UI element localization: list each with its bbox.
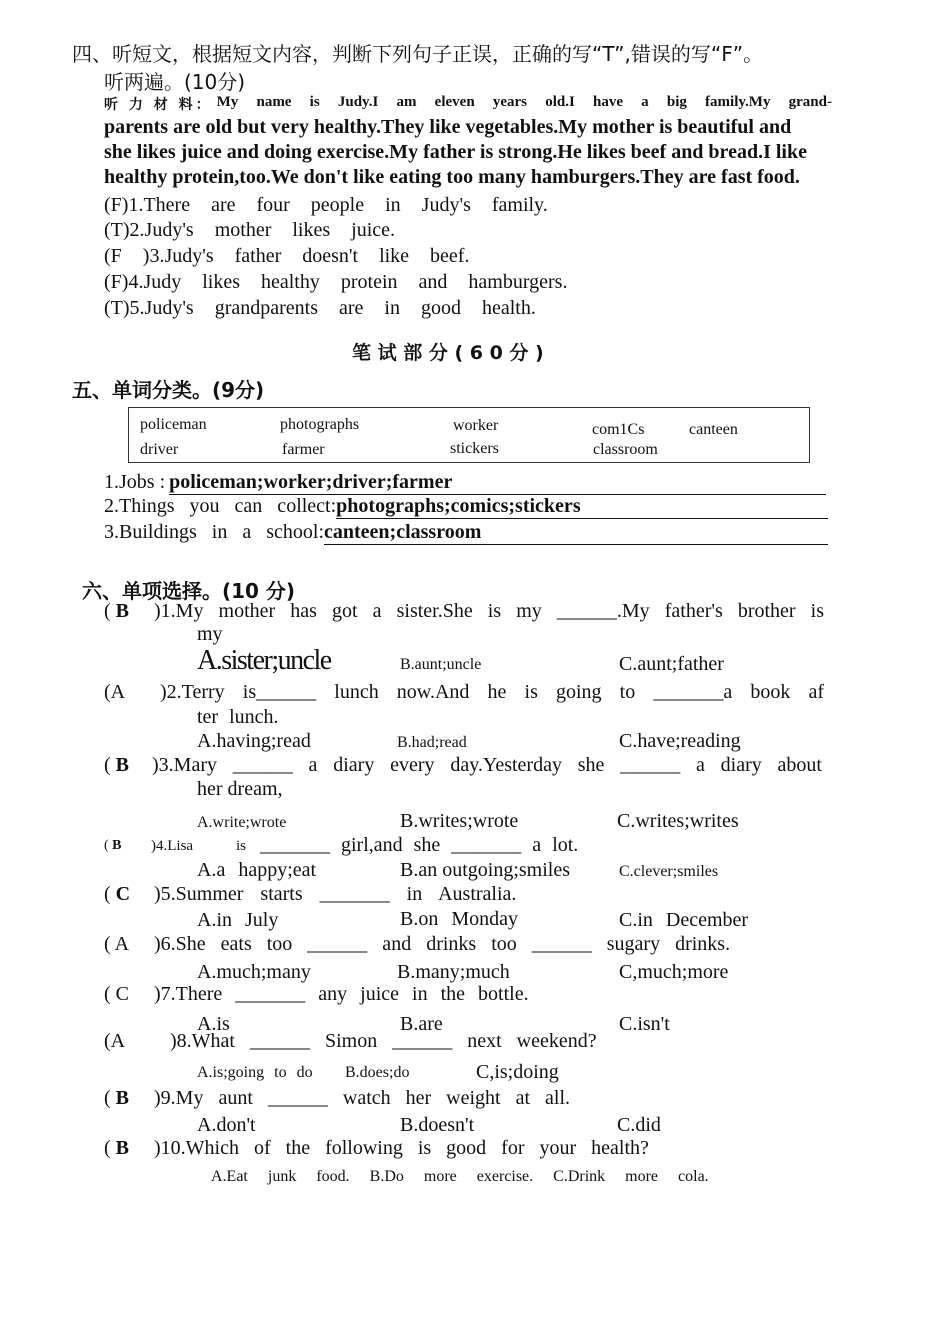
word-comics: com1Cs (592, 421, 645, 438)
q2-answer: A (110, 681, 126, 703)
category-jobs (104, 471, 826, 495)
q4-answer: B (112, 838, 122, 853)
q8-option-b: B.does;do (345, 1064, 410, 1081)
statement-3: (F )3.Judy's father doesn't like beef. (104, 245, 470, 267)
word-canteen: canteen (689, 421, 738, 438)
q1-answer: B (115, 600, 130, 622)
category-buildings-label: 3.Buildings in a school: (104, 521, 324, 543)
question-9-prefix: ( B (104, 1087, 130, 1109)
question-10-prefix: ( B (104, 1137, 130, 1159)
q1-option-b: B.aunt;uncle (400, 656, 482, 673)
question-8-prefix: (A (104, 1030, 126, 1052)
section6-title: 六、单项选择。(10 分) (82, 579, 296, 603)
q4-is: is (236, 838, 247, 854)
q7-option-b: B.are (400, 1013, 443, 1035)
q7-option-c: C.isn't (619, 1013, 670, 1035)
q8-option-a: A.is;going to do (197, 1064, 313, 1081)
q5-answer: C (115, 883, 131, 905)
category-buildings-answer: canteen;classroom (324, 521, 482, 543)
q8-answer: A (110, 1030, 126, 1052)
word-worker: worker (453, 417, 499, 434)
q5-option-c: C.in December (619, 909, 749, 931)
passage-line-1 (104, 94, 832, 114)
question-6-prefix: ( A (104, 933, 130, 955)
q3-stem: )3.Mary ______ a diary every day.Yesterday she ______ a diary about (152, 754, 822, 776)
q6-option-b: B.many;much (397, 961, 510, 983)
category-collect (104, 495, 828, 519)
q4-number: )4.Lisa (151, 838, 194, 854)
q9-answer: B (115, 1087, 130, 1109)
section4-title-line2: 听两遍。(10分) (104, 70, 246, 94)
q2-option-c: C.have;reading (619, 730, 741, 752)
q2-option-b: B.had;read (397, 734, 467, 751)
q8-option-c: C,is;doing (476, 1061, 559, 1083)
category-collect-answer-line (336, 495, 828, 519)
statement-4: (F)4.Judy likes healthy protein and hamburgers. (104, 271, 568, 293)
section4-title: 四、听短文，根据短文内容，判断下列句子正误，正确的写“T”,错误的写“F”。 (72, 42, 764, 66)
q3-option-c: C.writes;writes (617, 810, 739, 832)
q2-option-a: A.having;read (197, 730, 311, 752)
q1-option-c: C.aunt;father (619, 653, 724, 675)
passage-label: 听 力 材 料： (104, 97, 213, 113)
statement-1: (F)1.There are four people in Judy's family. (104, 194, 548, 216)
q1-option-a: A.sister;uncle (197, 645, 331, 676)
category-jobs-answer-line (169, 471, 826, 495)
word-policeman: policeman (140, 416, 207, 433)
word-stickers: stickers (450, 440, 499, 457)
q5-stem: )5.Summer starts _______ in Australia. (154, 883, 517, 905)
passage-text-1: My name is Judy.I am eleven years old.I have a big family.My grand- (216, 94, 832, 110)
q5-option-b: B.on Monday (400, 908, 518, 930)
q8-stem: )8.What ______ Simon ______ next weekend? (170, 1030, 597, 1052)
q10-stem: )10.Which of the following is good for your health? (154, 1137, 649, 1159)
question-1: ( B )1.My mother has got a sister.She is my ______.My father's brother is (104, 600, 824, 622)
q7-stem: )7.There _______ any juice in the bottle. (154, 983, 529, 1005)
q3-option-b: B.writes;wrote (400, 810, 519, 832)
section5-title: 五、单词分类。(9分) (72, 378, 265, 402)
q7-answer: C (115, 983, 130, 1005)
statement-5: (T)5.Judy's grandparents are in good health. (104, 297, 536, 319)
passage-line-4: healthy protein,too.We don't like eating too many hamburgers.They are fast food. (104, 166, 800, 188)
statement-2: (T)2.Judy's mother likes juice. (104, 219, 395, 241)
question-3: ( B )3.Mary ______ a diary every day.Yesterday she ______ a diary about (104, 754, 822, 776)
question-5-prefix: ( C (104, 883, 131, 905)
q10-options: A.Eat junk food. B.Do more exercise. C.Drink more cola. (211, 1168, 709, 1185)
category-buildings (104, 521, 828, 545)
q7-option-a: A.is (197, 1013, 230, 1035)
q4-prefix: ( B (104, 838, 122, 853)
q4-option-b: B.an outgoing;smiles (400, 859, 570, 881)
q5-option-a: A.in July (197, 909, 279, 931)
q2-stem: )2.Terry is______ lunch now.And he is going to _______a book af (160, 681, 824, 703)
q6-stem: )6.She eats too ______ and drinks too ______ sugary drinks. (154, 933, 731, 955)
passage-line-2: parents are old but very healthy.They like vegetables.My mother is beautiful and (104, 116, 792, 138)
passage-line-3: she likes juice and doing exercise.My father is strong.He likes beef and bread.I like (104, 141, 807, 163)
written-part-heading: 笔 试 部 分 ( 6 0 分 ) (352, 342, 544, 364)
q4-option-a: A.a happy;eat (197, 859, 317, 881)
q6-option-c: C,much;more (619, 961, 729, 983)
question-2: (A )2.Terry is______ lunch now.And he is going to _______a book af (104, 681, 824, 703)
q2-stem-cont: ter lunch. (197, 706, 279, 728)
q6-option-a: A.much;many (197, 961, 311, 983)
category-jobs-label: 1.Jobs : (104, 471, 166, 493)
q10-answer: B (115, 1137, 130, 1159)
q9-option-b: B.doesn't (400, 1114, 475, 1136)
q9-option-a: A.don't (197, 1114, 256, 1136)
q3-option-a: A.write;wrote (197, 814, 287, 831)
q1-stem: )1.My mother has got a sister.She is my ______.My father's brother is (154, 600, 824, 622)
q4-stem: _______ girl,and she _______ a lot. (260, 834, 579, 856)
category-collect-answer: photographs;comics;stickers (336, 495, 581, 517)
category-collect-label: 2.Things you can collect: (104, 495, 337, 517)
word-farmer: farmer (282, 441, 325, 458)
word-driver: driver (140, 441, 179, 458)
word-photographs: photographs (280, 416, 360, 433)
q3-answer: B (115, 754, 130, 776)
q9-stem: )9.My aunt ______ watch her weight at all. (154, 1087, 571, 1109)
question-7-prefix: ( C (104, 983, 130, 1005)
q9-option-c: C.did (617, 1114, 661, 1136)
q4-option-c: C.clever;smiles (619, 863, 719, 880)
category-jobs-answer: policeman;worker;driver;farmer (169, 471, 453, 493)
category-buildings-answer-line (324, 521, 828, 545)
q3-stem-cont: her dream, (197, 778, 283, 800)
q6-answer: A (114, 933, 130, 955)
word-classroom: classroom (593, 441, 658, 458)
q1-stem-cont: my (197, 623, 223, 645)
